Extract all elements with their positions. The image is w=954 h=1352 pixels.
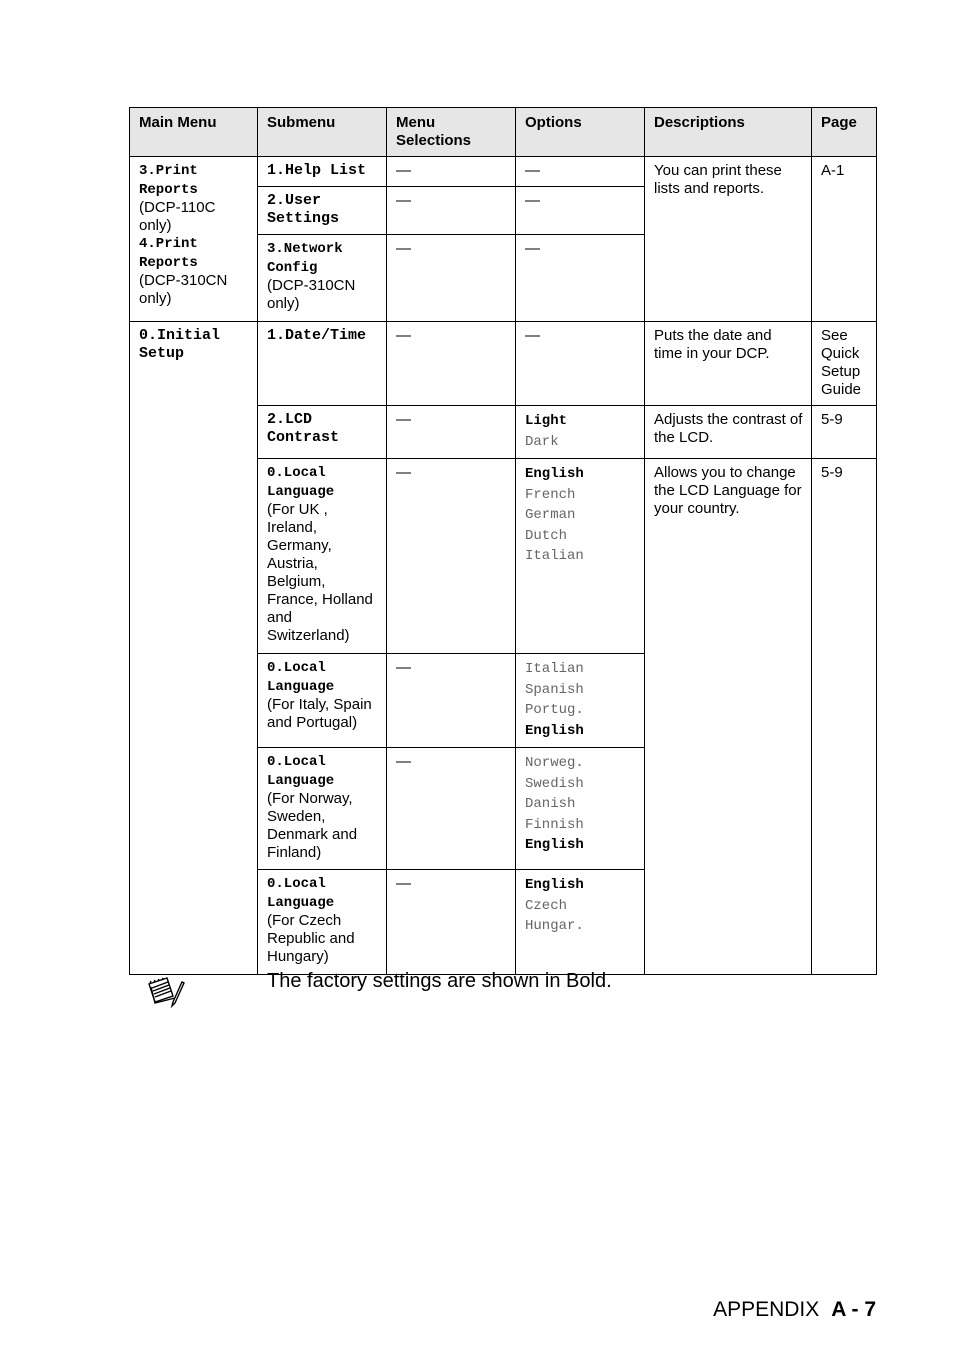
page-ref: A-1 — [812, 157, 877, 322]
option-value: Italian — [525, 661, 584, 677]
note-text: The factory settings are shown in Bold. — [267, 970, 612, 992]
option-value: Spanish — [525, 681, 584, 698]
submenu-code: 0.Local Language — [267, 465, 335, 500]
notepad-pencil-icon — [145, 976, 185, 1012]
page-footer — [713, 1298, 876, 1322]
submenu-code: 0.Local Language — [267, 660, 335, 695]
menu-selection: — — [387, 870, 516, 975]
table-row — [130, 157, 877, 187]
submenu-note: (For Italy, Spain and Portugal) — [267, 696, 372, 731]
submenu-lcd-contrast: 2.LCD Contrast — [258, 406, 387, 459]
option-value: Portug. — [525, 702, 584, 718]
header-menu-selections: Menu Selections — [387, 108, 516, 157]
option-value: Finnish — [525, 816, 584, 833]
submenu-network-config — [258, 235, 387, 322]
header-row — [130, 108, 877, 157]
submenu-user-settings: 2.User Settings — [258, 187, 387, 235]
menu-selection: — — [387, 235, 516, 322]
menu-selection: — — [387, 322, 516, 406]
option-value: Dark — [525, 433, 559, 450]
submenu-date-time: 1.Date/Time — [258, 322, 387, 406]
page-ref: See Quick Setup Guide — [812, 322, 877, 406]
header-options: Options — [516, 108, 645, 157]
options: — — [516, 187, 645, 235]
options — [516, 748, 645, 870]
option-value: English — [525, 837, 584, 853]
menu-selection: — — [387, 748, 516, 870]
main-menu-note: (DCP-110C only) — [139, 199, 216, 234]
page-ref: 5-9 — [812, 459, 877, 975]
option-value: Swedish — [525, 775, 584, 792]
menu-table — [129, 107, 877, 975]
page-ref: 5-9 — [812, 406, 877, 459]
main-menu-code: 4.Print Reports — [139, 236, 198, 271]
option-value: English — [525, 466, 584, 482]
description: You can print these lists and reports. — [645, 157, 812, 322]
description: Adjusts the contrast of the LCD. — [645, 406, 812, 459]
footer-label: APPENDIX — [713, 1298, 820, 1321]
menu-selection: — — [387, 187, 516, 235]
submenu-local-language — [258, 459, 387, 654]
header-page: Page — [812, 108, 877, 157]
option-value: Dutch — [525, 527, 568, 544]
option-value: English — [525, 877, 584, 893]
footer-page-number: A - 7 — [831, 1298, 876, 1321]
options — [516, 654, 645, 748]
options: — — [516, 157, 645, 187]
description: Allows you to change the LCD Language for your country. — [645, 459, 812, 975]
description: Puts the date and time in your DCP. — [645, 322, 812, 406]
menu-selection: — — [387, 459, 516, 654]
option-value: Danish — [525, 796, 576, 812]
submenu-note: (For UK , Ireland, Germany, Austria, Belgium, France, Holland and Switzerland) — [267, 501, 373, 644]
options: — — [516, 322, 645, 406]
submenu-note: (DCP-310CN only) — [267, 277, 356, 312]
option-value: Hungar. — [525, 918, 584, 934]
header-main-menu: Main Menu — [130, 108, 258, 157]
header-descriptions: Descriptions — [645, 108, 812, 157]
option-value: Norweg. — [525, 755, 584, 771]
submenu-note: (For Czech Republic and Hungary) — [267, 912, 355, 965]
option-value: German — [525, 507, 576, 523]
option-value: English — [525, 722, 584, 739]
option-value: Italian — [525, 548, 584, 564]
main-menu-print-reports — [130, 157, 258, 322]
header-submenu: Submenu — [258, 108, 387, 157]
submenu-code: 3.Network Config — [267, 241, 343, 276]
menu-selection: — — [387, 406, 516, 459]
submenu-local-language — [258, 654, 387, 748]
submenu-local-language — [258, 748, 387, 870]
option-value: Czech — [525, 897, 568, 914]
main-menu-note: (DCP-310CN only) — [139, 272, 228, 307]
options — [516, 406, 645, 459]
submenu-code: 0.Local Language — [267, 754, 335, 789]
options — [516, 870, 645, 975]
table-row — [130, 322, 877, 406]
option-value: Light — [525, 413, 568, 429]
menu-selection: — — [387, 654, 516, 748]
submenu-note: (For Norway, Sweden, Denmark and Finland) — [267, 790, 358, 861]
options — [516, 459, 645, 654]
option-value: French — [525, 486, 576, 503]
main-menu-initial-setup: 0.Initial Setup — [130, 322, 258, 975]
main-menu-code: 3.Print Reports — [139, 163, 198, 198]
menu-selection: — — [387, 157, 516, 187]
submenu-help-list: 1.Help List — [258, 157, 387, 187]
submenu-local-language — [258, 870, 387, 975]
submenu-code: 0.Local Language — [267, 876, 335, 911]
options: — — [516, 235, 645, 322]
